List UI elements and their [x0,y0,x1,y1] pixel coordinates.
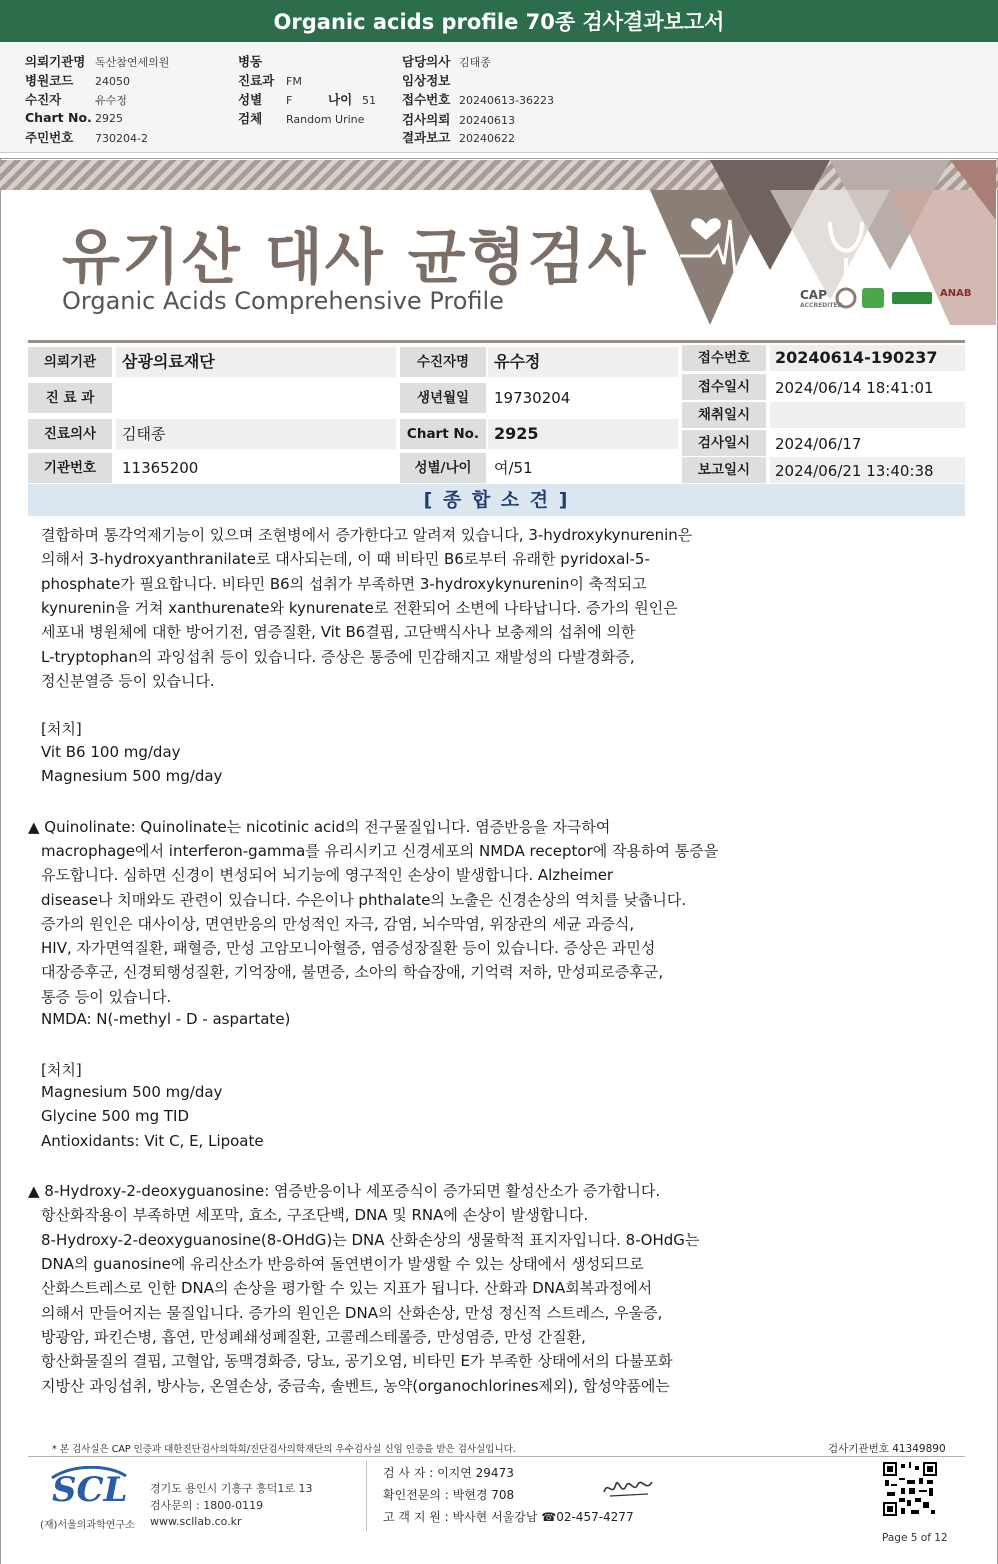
text-line: [처치] [41,1060,82,1079]
value-doctor: 김태종 [116,419,396,449]
header-field: 성별 F [238,92,293,107]
text-line: 대장증후군, 신경퇴행성질환, 기억장애, 불면증, 소아의 학습장애, 기억력 저하, 만성피로증후군, [41,963,664,982]
page-number: Page 5 of 12 [882,1532,948,1544]
label-dob: 생년월일 [400,383,486,413]
header-field: 결과보고 20240622 [402,130,515,145]
patient-info-table [28,340,965,485]
label-dept: 진 료 과 [28,383,112,413]
report-title: Organic acids profile 70종 검사결과보고서 [273,10,725,34]
value-exam: 2024/06/17 [775,435,862,453]
text-line: L-tryptophan의 과잉섭취 등이 있습니다. 증상은 통증에 민감해지고 재발성의 다발경화증, [41,647,635,666]
text-line: [처치] [41,720,82,739]
text-line: 통증 등이 있습니다. [41,987,172,1006]
text-line: 8-Hydroxy-2-deoxyguanosine(8-OHdG)는 DNA 산화손상의 생물학적 표지자입니다. 8-OHdG는 [41,1230,700,1249]
label-institution: 의뢰기관 [28,347,112,377]
signature [600,1474,656,1502]
header-field: 검사의뢰 20240613 [402,112,515,127]
text-line: ▲ 8-Hydroxy-2-deoxyguanosine: 염증반응이나 세포증식이 증가되면 활성산소가 증가합니다. [28,1182,661,1201]
banner-title-en: Organic Acids Comprehensive Profile [62,287,504,315]
text-line: 방광암, 파킨슨병, 흡연, 만성폐쇄성폐질환, 고콜레스테롤증, 만성염증, 만성 간질환, [41,1327,586,1346]
institute-name: (재)서울의과학연구소 [40,1520,135,1531]
footer-note: * 본 검사실은 CAP 인증과 대한진단검사의학회/진단검사의학재단의 우수검사실 신임 인증을 받은 검사실입니다. [52,1444,516,1455]
reviewer: 확인전문의 : 박현경 708 [383,1488,515,1502]
text-line: disease나 치매와도 관련이 있습니다. 수은이나 phthalate의 노출은 신경손상의 역치를 낮춥니다. [41,890,687,909]
institute-website: www.scllab.co.kr [150,1515,242,1528]
report-title-bar [0,0,998,42]
header-field: 의뢰기관명 독산참연세의원 [25,54,170,69]
label-receipt-time: 접수일시 [682,374,766,400]
value-report: 2024/06/21 13:40:38 [770,457,965,483]
text-line: HIV, 자가면역질환, 패혈증, 만성 고암모니아혈증, 염증성장질환 등이 있습니다. 증상은 과민성 [41,939,656,958]
text-line: 의해서 3-hydroxyanthranilate로 대사되는데, 이 때 비타민 B6로부터 유래한 pyridoxal-5- [41,550,650,569]
value-dob: 19730204 [494,389,571,407]
label-patient: 수진자명 [400,347,486,377]
label-sexage: 성별/나이 [400,453,486,483]
label-report: 보고일시 [682,457,766,483]
text-line: 결합하며 통각억제기능이 있으며 조현병에서 증가한다고 알려져 있습니다, 3-hydroxykynurenin은 [41,526,693,544]
header-field: 수진자 유수정 [25,92,127,107]
text-line: Antioxidants: Vit C, E, Lipoate [41,1131,264,1150]
label-receipt-no: 접수번호 [682,345,766,371]
text-line: DNA의 guanosine에 유리산소가 반응하여 돌연변이가 발생할 수 있는 상태에서 생성되므로 [41,1255,644,1273]
scl-logo: SCL [52,1470,128,1510]
text-line: 항산화물질의 결핍, 고혈압, 동맥경화증, 당뇨, 공기오염, 비타민 E가 부족한 상태에서의 다불포화 [41,1352,673,1371]
value-collect [770,402,965,428]
text-line: 항산화작용이 부족하면 세포막, 효소, 구조단백, DNA 및 RNA에 손상이 발생합니다. [41,1206,589,1225]
value-patient: 유수정 [488,347,678,377]
header-field: 임상정보 [402,73,451,88]
kla-logo-icon [892,292,932,304]
label-inst-no: 기관번호 [28,453,112,483]
text-line: ▲ Quinolinate: Quinolinate는 nicotinic acid의 전구물질입니다. 염증반응을 자극하여 [28,817,611,836]
text-line: Magnesium 500 mg/day [41,1082,223,1101]
customer-support: 고 객 지 원 : 박사현 서울강남 ☎02-457-4277 [383,1510,634,1524]
anab-logo: ANAB [940,288,972,299]
section-title: [ 종 합 소 견 ] [28,484,965,516]
banner-title-ko: 유기산 대사 균형검사 [62,223,648,293]
institute-address: 경기도 용인시 기흥구 흥덕1로 13 [150,1482,313,1495]
header-field: 접수번호 20240613-36223 [402,92,554,107]
lab-code: 검사기관번호 41349890 [828,1443,946,1455]
label-doctor: 진료의사 [28,419,112,449]
text-line: kynurenin을 거쳐 xanthurenate와 kynurenate로 전환되어 소변에 나타납니다. 증가의 원인은 [41,598,678,617]
text-line: Glycine 500 mg TID [41,1107,190,1126]
text-line: 세포내 병원체에 대한 방어기전, 염증질환, Vit B6결핍, 고단백식사나 보충제의 섭취에 의한 [41,623,636,642]
accreditation-logos [800,286,970,312]
header-field: 진료과 FM [238,73,302,88]
label-collect: 채취일시 [682,402,766,428]
qr-code-icon [883,1462,937,1516]
value-chart: 2925 [488,419,678,449]
header-field: 검체 Random Urine [238,111,365,126]
text-line: 의해서 만들어지는 물질입니다. 증가의 원인은 DNA의 산화손상, 만성 정신적 스트레스, 우울증, [41,1303,663,1322]
institute-contact: 검사문의 : 1800-0119 [150,1499,264,1512]
text-line: NMDA: N(-methyl - D - aspartate) [41,1010,291,1028]
examiner: 검 사 자 : 이지연 29473 [383,1466,514,1480]
text-line: 증가의 원인은 대사이상, 면연반응의 만성적인 자극, 감염, 뇌수막염, 위장관의 세균 과증식, [41,914,635,933]
header-field: 병동 [238,54,263,69]
label-exam: 검사일시 [682,430,766,456]
value-institution: 삼광의료재단 [116,347,396,377]
value-receipt-no: 20240614-190237 [770,345,965,371]
value-inst-no: 11365200 [122,459,199,477]
header-field: 병원코드 24050 [25,73,130,88]
text-line: 유도합니다. 심하면 신경이 변성되어 뇌기능에 영구적인 손상이 발생합니다. Alzheimer [41,866,614,885]
cap-logo-sub: ACCREDITED [800,302,843,309]
footer-vertical-divider [366,1461,367,1531]
text-line: 산화스트레스로 인한 DNA의 손상을 평가할 수 있는 지표가 됩니다. 산화과 DNA회복과정에서 [41,1279,653,1298]
text-line: macrophage에서 interferon-gamma를 유리시키고 신경세포의 NMDA receptor에 작용하여 통증을 [41,841,719,860]
header-field: Chart No. 2925 [25,110,123,125]
text-line: 지방산 과잉섭취, 방사능, 온열손상, 중금속, 솔벤트, 농약(organochlorines제외), 합성약품에는 [41,1376,670,1395]
value-receipt-time: 2024/06/14 18:41:01 [775,379,934,397]
text-line: 정신분열증 등이 있습니다. [41,671,215,690]
value-dept [116,383,396,413]
header-field: 주민번호 730204-2 [25,130,148,145]
header-field-age: 나이 51 [328,92,376,107]
label-chart: Chart No. [400,419,486,449]
value-sexage: 여/51 [494,459,533,477]
cap-logo: CAP [800,288,827,302]
footer-divider [28,1456,965,1457]
header-field: 담당의사 김태종 [402,54,491,69]
text-line: Magnesium 500 mg/day [41,767,223,785]
text-line: phosphate가 필요합니다. 비타민 B6의 섭취가 부족하면 3-hydroxykynurenin이 축적되고 [41,574,647,593]
text-line: Vit B6 100 mg/day [41,742,181,761]
lmi-logo-icon [862,288,884,308]
